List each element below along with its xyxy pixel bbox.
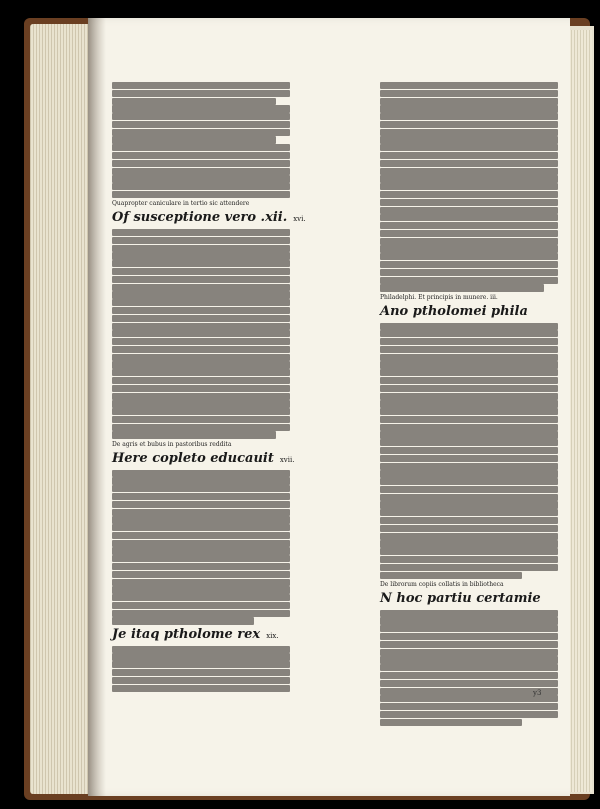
left-heading-3: Je itaq ptholome rex xix. [112, 626, 279, 642]
gutter-shadow [88, 18, 106, 796]
right-heading-1: Ano ptholomei phila [380, 303, 528, 319]
left-caption-1: Quapropter caniculare in tertio sic attendere [112, 200, 250, 208]
right-heading-2: N hoc partiu certamie [380, 590, 541, 606]
right-text-column [380, 82, 558, 782]
right-caption-1: Philadelphi. Et principis in munere. iii. [380, 293, 498, 301]
left-text-column [112, 82, 306, 782]
left-heading-1: Of susceptione vero .xii. xvi. [112, 210, 306, 226]
right-page-edge [568, 30, 592, 792]
page-fore-edge [30, 24, 88, 794]
page-signature: y3 [533, 689, 542, 697]
left-heading-2: Here copleto educauit xvii. [112, 450, 295, 466]
left-caption-2: De agris et bubus in pastoribus reddita [112, 440, 232, 448]
right-caption-2: De librorum copiis collatis in bibliotheca [380, 580, 504, 588]
